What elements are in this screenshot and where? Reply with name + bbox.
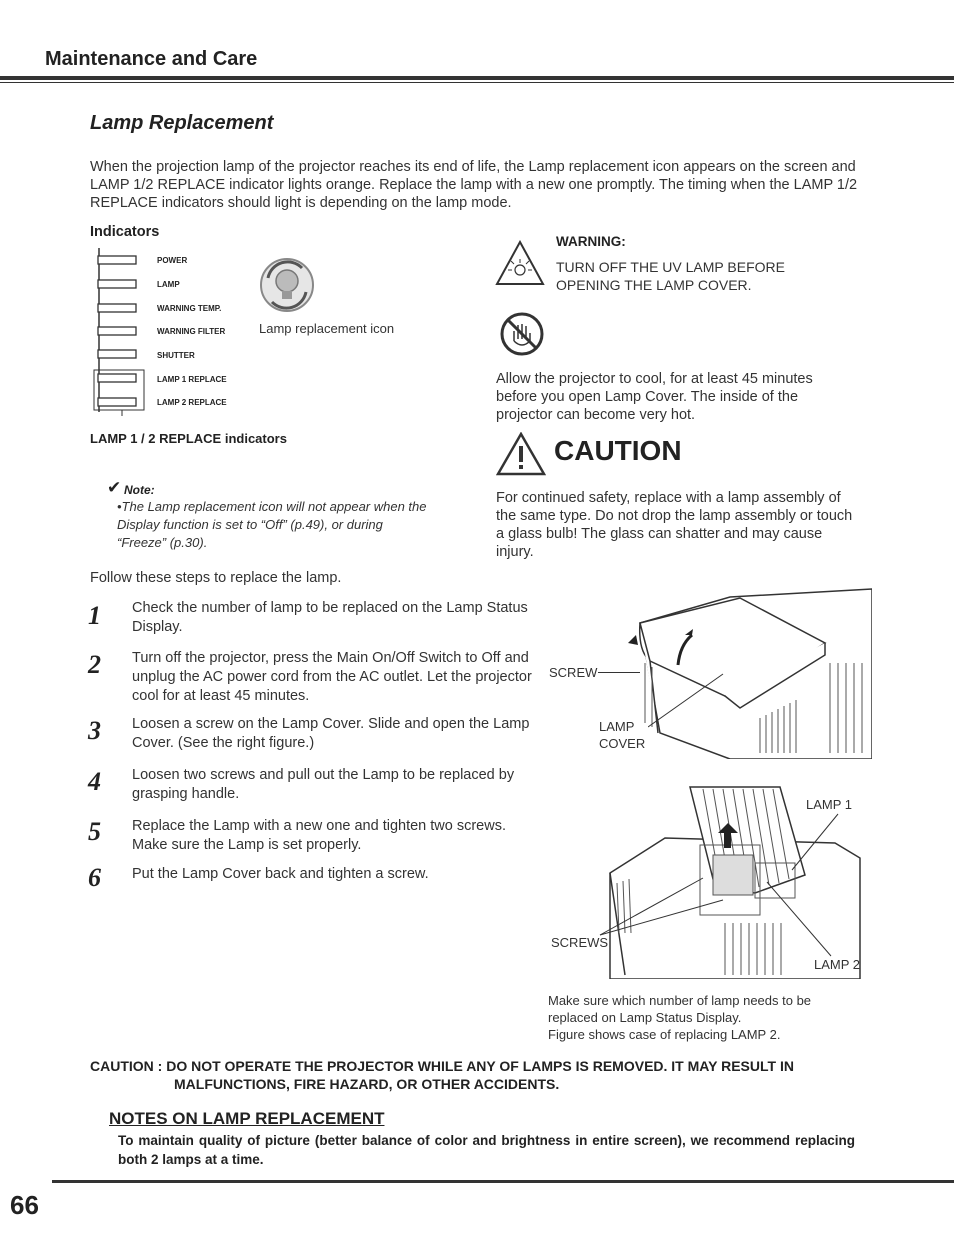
bottom-caution-line1: CAUTION : DO NOT OPERATE THE PROJECTOR WHILE ANY OF LAMPS IS REMOVED. IT MAY RESULT IN: [90, 1058, 794, 1074]
do-not-touch-icon: [499, 311, 545, 357]
figure-caption-line3: Figure shows case of replacing LAMP 2.: [548, 1027, 781, 1042]
screws-leader: [598, 870, 728, 940]
step-text: Put the Lamp Cover back and tighten a screw.: [132, 866, 429, 882]
page-heading: Lamp Replacement: [90, 112, 274, 134]
lamp2-label: LAMP 2: [814, 957, 861, 972]
header-rule: [0, 76, 954, 80]
note-label: Note:: [124, 483, 155, 497]
indicators-title: Indicators: [90, 224, 160, 240]
note-text: •The Lamp replacement icon will not appear when the Display function is set to “Off” (p.49), or during “Freeze” (p.30).: [117, 499, 427, 550]
indicator-label-lamp2-replace: LAMP 2 REPLACE: [157, 398, 227, 407]
indicator-label-power: POWER: [157, 256, 188, 265]
caution-title: CAUTION: [554, 435, 682, 466]
footer-rule: [52, 1180, 954, 1183]
step-number: 4: [88, 767, 101, 796]
intro-paragraph: When the projection lamp of the projector reaches its end of life, the Lamp replacement icon appears on the screen and LAMP 1/2 REPLACE indicator lights orange. Replace the lamp with a new one promptly. The timing when the LAMP 1/2 REPLACE indicators should light is depending on the lamp mode.: [90, 159, 858, 211]
indicator-label-shutter: SHUTTER: [157, 351, 195, 360]
caution-text: For continued safety, replace with a lamp assembly of the same type. Do not drop the lamp assembly or touch a glass bulb! The glass can shatter and may cause injury.: [496, 490, 853, 560]
header-rule-thin: [0, 82, 954, 83]
figure-caption-line1: Make sure which number of lamp needs to be: [548, 993, 812, 1008]
warning-label: WARNING:: [556, 234, 626, 249]
indicator-label-lamp1-replace: LAMP 1 REPLACE: [157, 375, 227, 384]
lamp1-leader: [790, 812, 840, 872]
lamp-icon-caption: Lamp replacement icon: [259, 321, 395, 336]
caution-icon: [496, 432, 546, 476]
indicator-label-warning-temp: WARNING TEMP.: [157, 304, 222, 313]
lamp2-leader: [765, 880, 835, 960]
lamp-cover-leader: [648, 672, 728, 732]
notes-text: To maintain quality of picture (better balance of color and brightness in entire screen), we recommend replacing both 2 lamps at a time.: [118, 1133, 855, 1167]
screws-label: SCREWS: [551, 935, 609, 950]
step-number: 3: [88, 716, 101, 745]
notes-title: NOTES ON LAMP REPLACEMENT: [109, 1109, 385, 1128]
lamp-replacement-icon: [258, 256, 316, 314]
warning-text: TURN OFF THE UV LAMP BEFORE OPENING THE LAMP COVER.: [556, 259, 785, 293]
indicator-panel-caption: LAMP 1 / 2 REPLACE indicators: [90, 431, 287, 446]
step-number: 5: [88, 817, 101, 846]
figure-caption-line2: replaced on Lamp Status Display.: [548, 1010, 742, 1025]
step-number: 1: [88, 601, 101, 630]
lamp-cover-figure: [600, 583, 872, 759]
note-check-icon: ✔: [107, 478, 122, 497]
step-text: Replace the Lamp with a new one and tighten two screws. Make sure the Lamp is set properly.: [132, 818, 506, 853]
screw-leader-line: [598, 672, 640, 673]
step-number: 2: [88, 650, 101, 679]
step-text: Loosen two screws and pull out the Lamp to be replaced by grasping handle.: [132, 767, 515, 802]
step-text: Check the number of lamp to be replaced on the Lamp Status Display.: [132, 600, 528, 635]
follow-steps-text: Follow these steps to replace the lamp.: [90, 570, 342, 586]
lamp-cover-label-line2: COVER: [599, 736, 646, 751]
indicator-panel: [92, 246, 152, 416]
page-number: 66: [10, 1190, 39, 1220]
step-number: 6: [88, 863, 101, 892]
step-text: Turn off the projector, press the Main On/Off Switch to Off and unplug the AC power cord from the AC outlet. Let the projector cool for at least 45 minutes.: [132, 650, 532, 704]
section-title: Maintenance and Care: [45, 48, 258, 70]
step-text: Loosen a screw on the Lamp Cover. Slide and open the Lamp Cover. (See the right figure.): [132, 716, 530, 751]
screw-label: SCREW: [549, 665, 598, 680]
uv-warning-icon: [495, 240, 545, 286]
indicator-label-warning-filter: WARNING FILTER: [157, 327, 226, 336]
lamp-cover-label-line1: LAMP: [599, 719, 635, 734]
indicator-label-lamp: LAMP: [157, 280, 180, 289]
lamp1-label: LAMP 1: [806, 797, 853, 812]
cool-warning-text: Allow the projector to cool, for at least 45 minutes before you open Lamp Cover. The inside of the projector can become very hot.: [496, 371, 813, 423]
bottom-caution-line2: MALFUNCTIONS, FIRE HAZARD, OR OTHER ACCIDENTS.: [174, 1076, 560, 1092]
